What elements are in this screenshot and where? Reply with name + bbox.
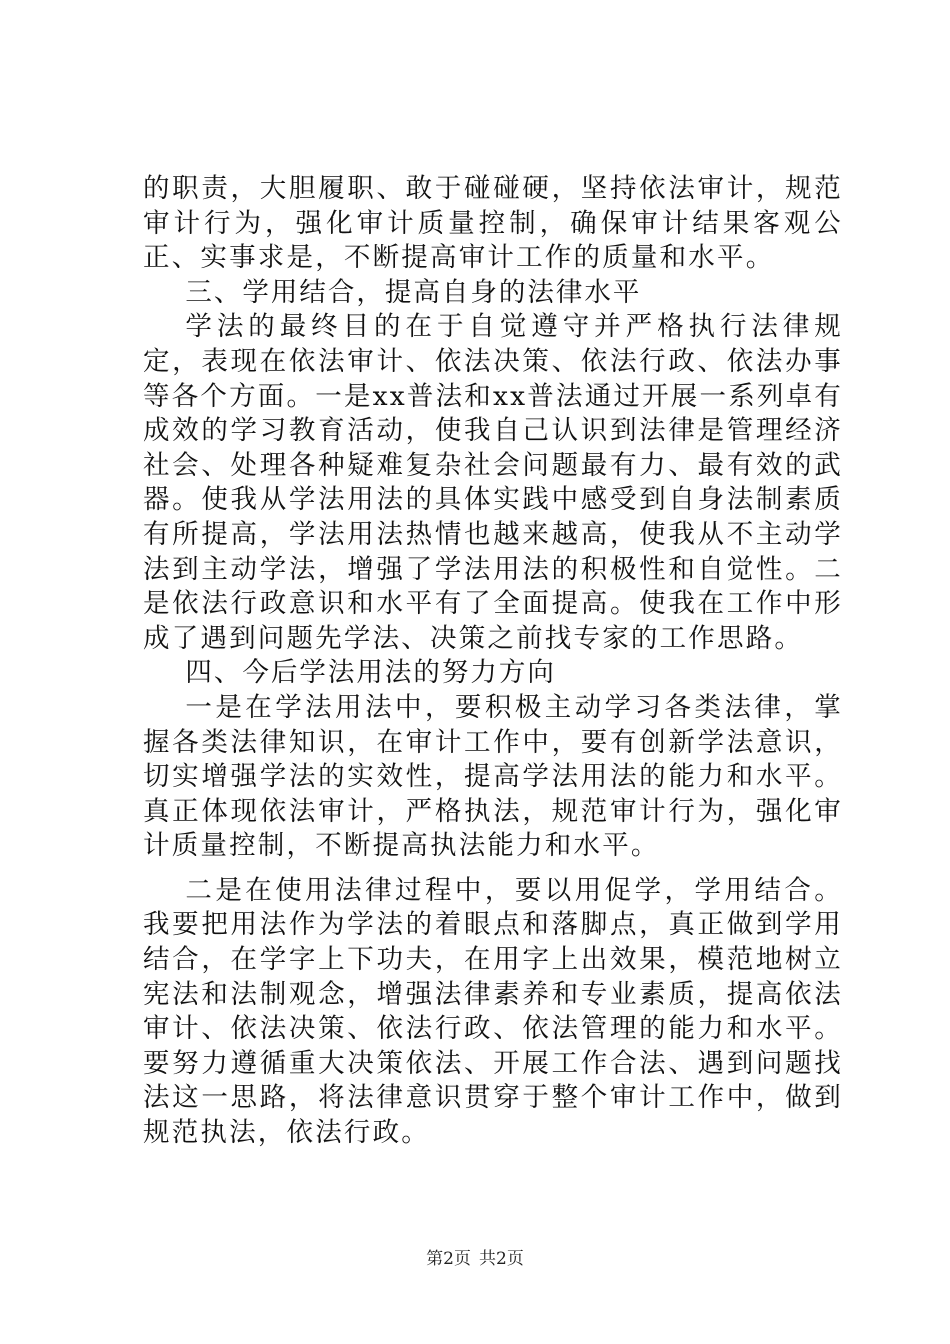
- paragraph-point-one: 一是在学法用法中，要积极主动学习各类法律，掌握各类法律知识，在审计工作中，要有创新学法意识，切实增强学法的实效性，提高学法用法的能力和水平。真正体现依法审计，严格执法，规范审计行为，强化审计质量控制，不断提高执法能力和水平。: [143, 691, 843, 862]
- document-body: [143, 172, 843, 1151]
- page-total: 共2页: [479, 1249, 524, 1269]
- paragraph-section-three: 学法的最终目的在于自觉遵守并严格执行法律规定，表现在依法审计、依法决策、依法行政、依法办事等各个方面。一是xx普法和xx普法通过开展一系列卓有成效的学习教育活动，使我自己认识到法律是管理经济社会、处理各种疑难复杂社会问题最有力、最有效的武器。使我从学法用法的具体实践中感受到自身法制素质有所提高，学法用法热情也越来越高，使我从不主动学法到主动学法，增强了学法用法的积极性和自觉性。二是依法行政意识和水平有了全面提高。使我在工作中形成了遇到问题先学法、决策之前找专家的工作思路。: [143, 311, 843, 654]
- section-heading-four: 四、今后学法用法的努力方向: [185, 657, 556, 689]
- section-heading-three: 三、学用结合，提高自身的法律水平: [185, 276, 642, 308]
- paragraph-point-two: 二是在使用法律过程中，要以用促学，学用结合。我要把用法作为学法的着眼点和落脚点，真正做到学用结合，在学字上下功夫，在用字上出效果，模范地树立宪法和法制观念，增强法律素养和专业素质，提高依法审计、依法决策、依法行政、依法管理的能力和水平。要努力遵循重大决策依法、开展工作合法、遇到问题找法这一思路，将法律意识贯穿于整个审计工作中，做到规范执法，依法行政。: [143, 874, 843, 1149]
- page-footer: [0, 1244, 950, 1269]
- paragraph-continuation: 的职责，大胆履职、敢于碰碰硬，坚持依法审计，规范审计行为，强化审计质量控制，确保审计结果客观公正、实事求是，不断提高审计工作的质量和水平。: [143, 173, 843, 274]
- page-number: 第2页: [426, 1249, 471, 1269]
